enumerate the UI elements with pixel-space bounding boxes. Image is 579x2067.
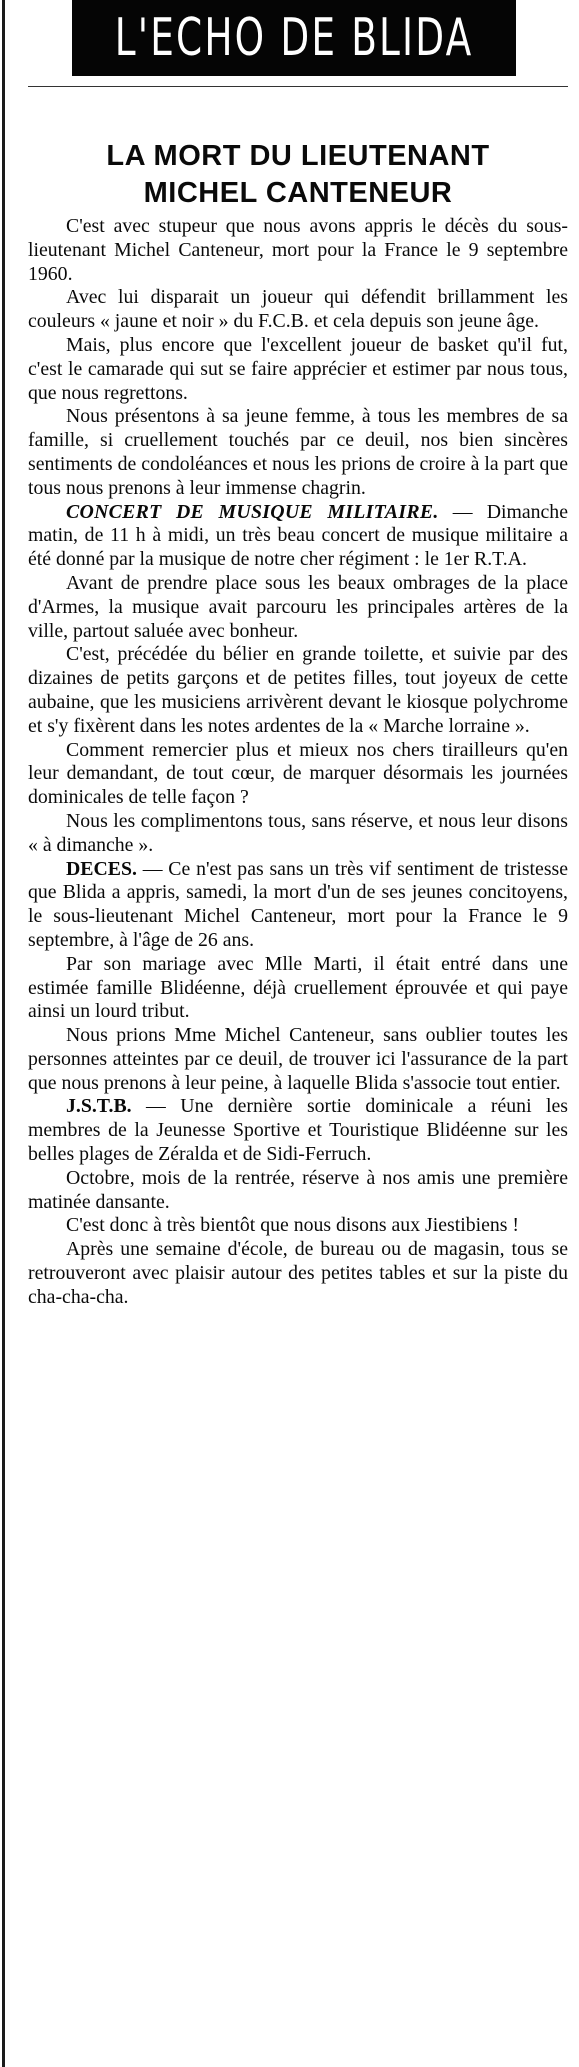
paragraph: Par son mariage avec Mlle Marti, il était entré dans une estimée famille Blidéenne, déjà cruellement éprouvée et qui paye ainsi un lourd tribut. (28, 952, 568, 1023)
paragraph: DECES. — Ce n'est pas sans un très vif sentiment de tristesse que Blida a appris, samedi, la mort d'un de ses jeunes concitoyens, le sous-lieutenant Michel Canteneur, mort pour la France le 9 septembre, à l'âge de 26 ans. (28, 857, 568, 951)
paragraph: Avec lui disparait un joueur qui défendit brillamment les couleurs « jaune et noir » du F.C.B. et cela depuis son jeune âge. (28, 286, 568, 333)
masthead (72, 0, 516, 76)
paragraph: Nous présentons à sa jeune femme, à tous les membres de sa famille, si cruellement touchés par ce deuil, nos bien sincères sentiments de condoléances et nous les prions de croire à la part que tous nous prenons à leur immense chagrin. (28, 405, 568, 499)
masthead-title: L'ECHO DE BLIDA (114, 8, 474, 68)
paragraph: Nous les complimentons tous, sans réserve, et nous leur disons « à dimanche ». (28, 809, 568, 856)
column-rule (2, 0, 5, 2067)
paragraph: C'est donc à très bientôt que nous disons aux Jiestibiens ! (66, 1214, 519, 1237)
paragraph: J.S.T.B. — Une dernière sortie dominicale a réuni les membres de la Jeunesse Sportive et Touristique Blidéenne sur les belles plages de Zéralda et de Sidi-Ferruch. (28, 1095, 568, 1166)
paragraph: CONCERT DE MUSIQUE MILITAIRE. — Dimanche matin, de 11 h à midi, un très beau concert de musique militaire a été donné par la musique de notre cher régiment : le 1er R.T.A. (28, 500, 568, 571)
paragraph: Mais, plus encore que l'excellent joueur de basket qu'il fut, c'est le camarade qui sut se faire apprécier et estimer par nous tous, que nous regrettons. (28, 333, 568, 404)
paragraph: C'est avec stupeur que nous avons appris le décès du sous-lieutenant Michel Canteneur, mort pour la France le 9 septembre 1960. (28, 215, 568, 285)
article-headline (28, 138, 568, 212)
paragraph: Avant de prendre place sous les beaux ombrages de la place d'Armes, la musique avait parcouru les principales artères de la ville, partout saluée avec bonheur. (28, 571, 568, 642)
headline-line-2: MICHEL CANTENEUR (143, 177, 453, 209)
headline-line-1: LA MORT DU LIEUTENANT (106, 140, 490, 172)
paragraph: Comment remercier plus et mieux nos chers tirailleurs qu'en leur demandant, de tout cœur, de marquer désormais les journées dominicales de telle façon ? (28, 738, 568, 809)
section-heading: CONCERT DE MUSIQUE MILITAIRE. (66, 500, 439, 523)
article-body (28, 215, 568, 1310)
paragraph: Nous prions Mme Michel Canteneur, sans oublier toutes les personnes atteintes par ce deuil, de trouver ici l'assurance de la part que nous prenons à leur peine, à laquelle Blida s'associe tout entier. (28, 1024, 568, 1094)
paragraph: Octobre, mois de la rentrée, réserve à nos amis une première matinée dansante. (28, 1166, 568, 1213)
section-heading: J.S.T.B. (66, 1095, 132, 1118)
divider (28, 86, 568, 87)
paragraph: Après une semaine d'école, de bureau ou de magasin, tous se retrouveront avec plaisir autour des petites tables et sur la piste du cha-cha-cha. (28, 1238, 568, 1308)
paragraph: C'est, précédée du bélier en grande toilette, et suivie par des dizaines de petits garçons et de petites filles, tout joyeux de cette aubaine, que les musiciens arrivèrent devant le kiosque polychrome et s'y fixèrent dans les notes ardentes de la « Marche lorraine ». (28, 643, 568, 737)
section-heading: DECES. (66, 857, 137, 880)
